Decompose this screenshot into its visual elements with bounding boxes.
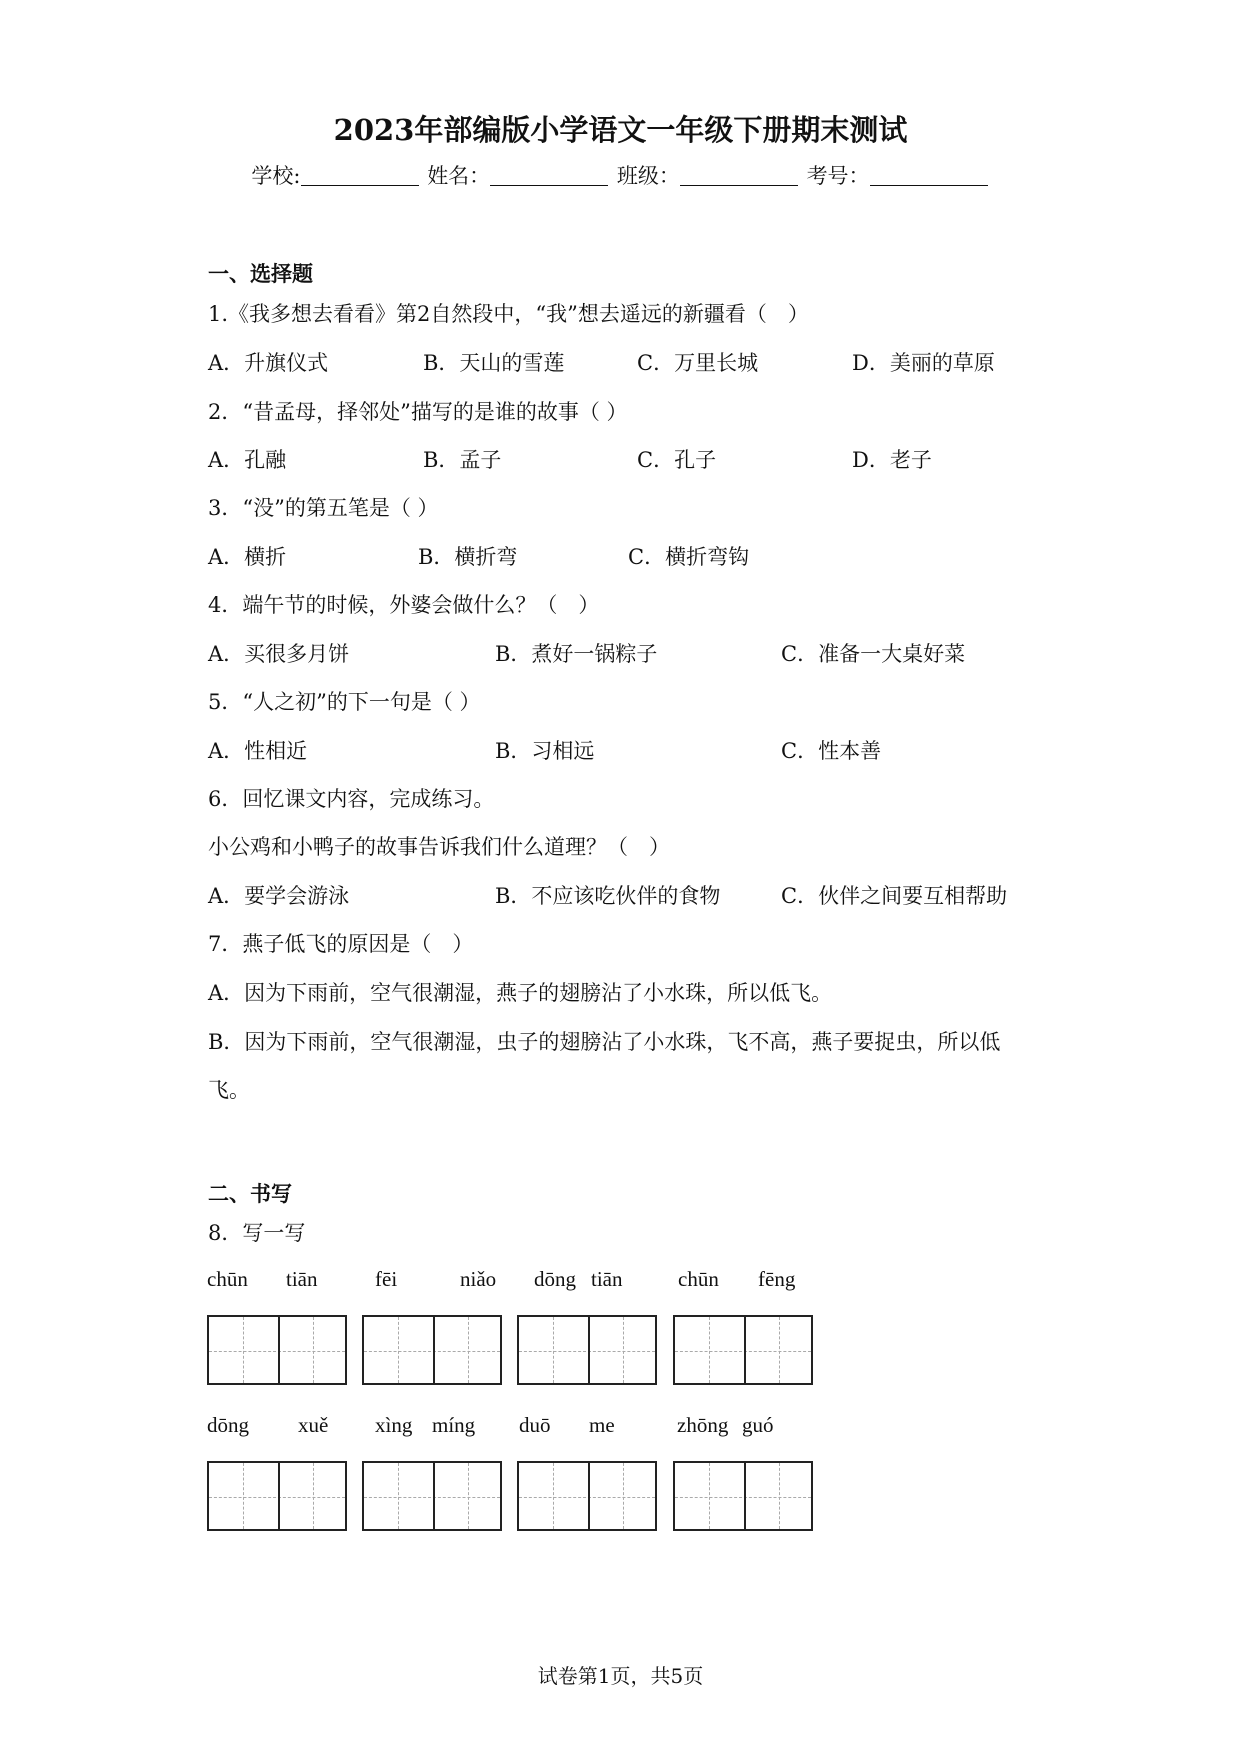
question-4: 4．端午节的时候，外婆会做什么？（ ） [208, 593, 600, 617]
writing-grid[interactable] [673, 1461, 813, 1531]
question-8: 8．写一写 [208, 1221, 306, 1245]
q7-option-b[interactable]: B．因为下雨前，空气很潮湿，虫子的翅膀沾了小水珠，飞不高，燕子要捉虫，所以低 [208, 1030, 1001, 1054]
q2-option-d[interactable]: D．老子 [852, 448, 932, 472]
pinyin-label: chūn [207, 1267, 248, 1291]
pinyin-label: fēi [375, 1267, 398, 1291]
q7-option-a[interactable]: A．因为下雨前，空气很潮湿，燕子的翅膀沾了小水珠，所以低飞。 [208, 981, 833, 1005]
page-title: 2023年部编版小学语文一年级下册期末测试 [333, 113, 908, 147]
q2-option-a[interactable]: A．孔融 [208, 448, 287, 472]
q3-option-b[interactable]: B．横折弯 [418, 545, 518, 569]
student-info-line [0, 160, 1241, 190]
writing-grid[interactable] [207, 1315, 347, 1385]
pinyin-label: dōng [534, 1267, 576, 1291]
class-blank[interactable] [680, 165, 798, 186]
question-5: 5．“人之初”的下一句是（ ） [208, 690, 481, 714]
q1-option-a[interactable]: A．升旗仪式 [208, 351, 329, 375]
writing-grid[interactable] [362, 1315, 502, 1385]
q2-option-b[interactable]: B．孟子 [423, 448, 502, 472]
pinyin-label: guó [742, 1413, 774, 1437]
pinyin-label: xuě [298, 1413, 329, 1437]
page-footer: 试卷第1页，共5页 [537, 1664, 704, 1688]
school-label: 学校: [251, 164, 301, 188]
pinyin-label: dōng [207, 1413, 249, 1437]
section-heading-choice: 一、选择题 [208, 261, 313, 286]
writing-grid[interactable] [362, 1461, 502, 1531]
q1-option-d[interactable]: D．美丽的草原 [852, 351, 995, 375]
q6-option-c[interactable]: C．伙伴之间要互相帮助 [781, 884, 1008, 908]
writing-grid[interactable] [517, 1315, 657, 1385]
q4-option-a[interactable]: A．买很多月饼 [208, 642, 350, 666]
name-blank[interactable] [490, 165, 608, 186]
section-heading-writing: 二、书写 [208, 1181, 292, 1206]
pinyin-label: míng [432, 1413, 476, 1437]
pinyin-label: zhōng [677, 1413, 729, 1437]
question-1: 1.《我多想去看看》第2自然段中，“我”想去遥远的新疆看（ ） [208, 302, 809, 326]
q1-option-c[interactable]: C．万里长城 [637, 351, 759, 375]
pinyin-label: niǎo [460, 1267, 497, 1291]
pinyin-label: xìng [375, 1413, 413, 1437]
exam-number-label: 考号： [806, 164, 870, 188]
q6-option-b[interactable]: B．不应该吃伙伴的食物 [495, 884, 721, 908]
question-6-sub: 小公鸡和小鸭子的故事告诉我们什么道理？（ ） [208, 835, 670, 859]
pinyin-label: tiān [591, 1267, 623, 1291]
q5-option-b[interactable]: B．习相远 [495, 739, 595, 763]
q3-option-c[interactable]: C．横折弯钩 [628, 545, 750, 569]
pinyin-label: fēng [758, 1267, 796, 1291]
q6-option-a[interactable]: A．要学会游泳 [208, 884, 350, 908]
q2-option-c[interactable]: C．孔子 [637, 448, 717, 472]
q4-option-c[interactable]: C．准备一大桌好菜 [781, 642, 966, 666]
q7-option-b-continued: 飞。 [208, 1078, 250, 1102]
q4-option-b[interactable]: B．煮好一锅粽子 [495, 642, 658, 666]
writing-grid[interactable] [673, 1315, 813, 1385]
question-7: 7．燕子低飞的原因是（ ） [208, 932, 474, 956]
pinyin-label: tiān [286, 1267, 318, 1291]
pinyin-label: chūn [678, 1267, 719, 1291]
writing-grid[interactable] [207, 1461, 347, 1531]
pinyin-label: duō [519, 1413, 551, 1437]
question-3: 3．“没”的第五笔是（ ） [208, 496, 439, 520]
question-6: 6．回忆课文内容，完成练习。 [208, 787, 495, 811]
q5-option-c[interactable]: C．性本善 [781, 739, 882, 763]
exam-number-blank[interactable] [870, 165, 988, 186]
q1-option-b[interactable]: B．天山的雪莲 [423, 351, 565, 375]
name-label: 姓名： [427, 164, 491, 188]
class-label: 班级： [616, 164, 680, 188]
writing-grid[interactable] [517, 1461, 657, 1531]
school-blank[interactable] [301, 165, 419, 186]
q3-option-a[interactable]: A．横折 [208, 545, 287, 569]
pinyin-label: me [589, 1413, 615, 1437]
q5-option-a[interactable]: A．性相近 [208, 739, 308, 763]
question-2: 2．“昔孟母，择邻处”描写的是谁的故事（ ） [208, 400, 628, 424]
